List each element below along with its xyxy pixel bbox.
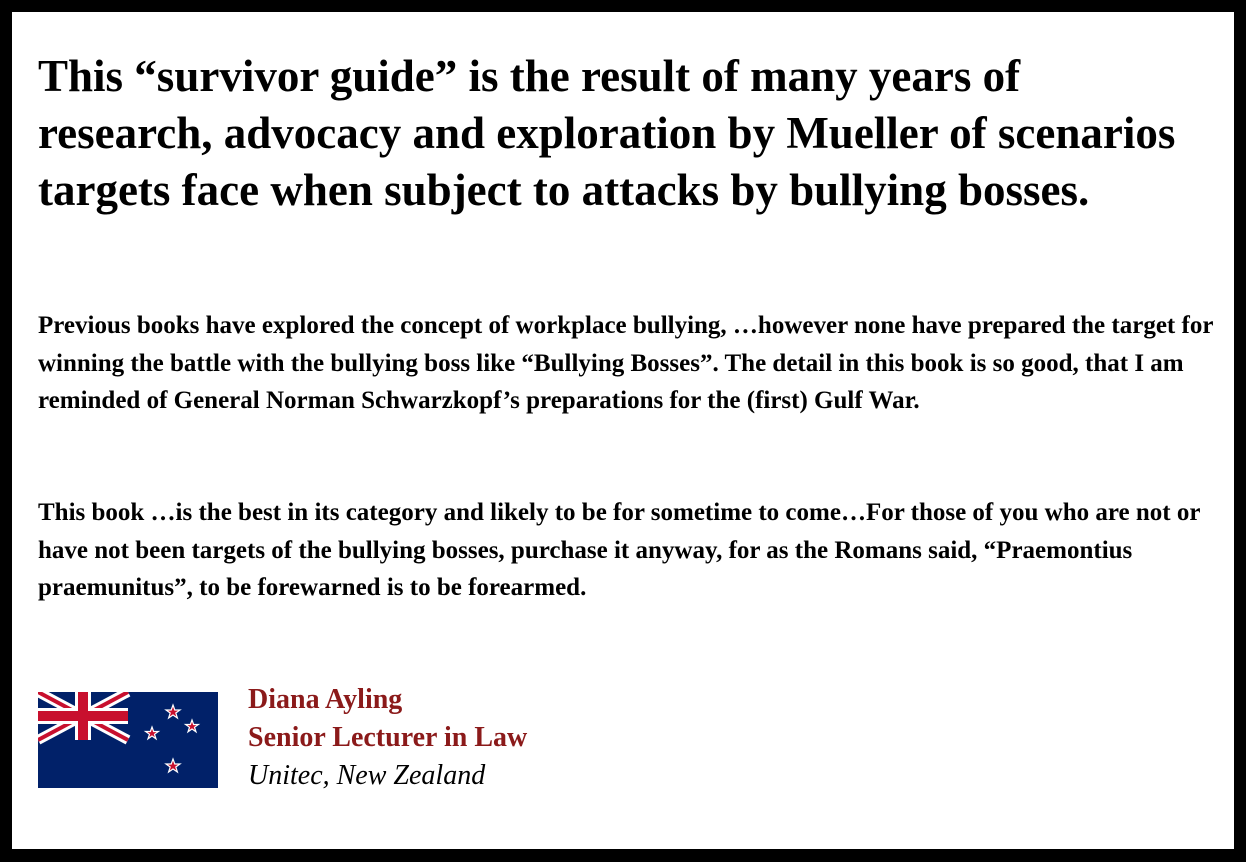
headline: This “survivor guide” is the result of many years of research, advocacy and exploration by Mueller of scenarios targets face when subject to attacks by bullying bosses.	[38, 51, 1176, 215]
author-name: Diana Ayling	[248, 684, 403, 715]
new-zealand-flag-icon	[38, 692, 218, 788]
attribution	[248, 681, 527, 795]
review-paragraph-1: Previous books have explored the concept of workplace bullying, …however none have prepared the target for winning the battle with the bullying boss like “Bullying Bosses”. The detail in this book is so good, that I am reminded of General Norman Schwarzkopf’s preparations for the (first) Gulf War.	[38, 312, 1213, 414]
author-title: Senior Lecturer in Law	[248, 722, 528, 753]
review-paragraph-2: This book …is the best in its category and likely to be for sometime to come…For those of you who are not or have not been targets of the bullying bosses, purchase it anyway, for as the Romans said, “Praemontius praemunitus”, to be forewarned is to be forearmed.	[38, 499, 1200, 601]
author-organization: Unitec, New Zealand	[248, 760, 486, 791]
review-page	[12, 12, 1234, 849]
